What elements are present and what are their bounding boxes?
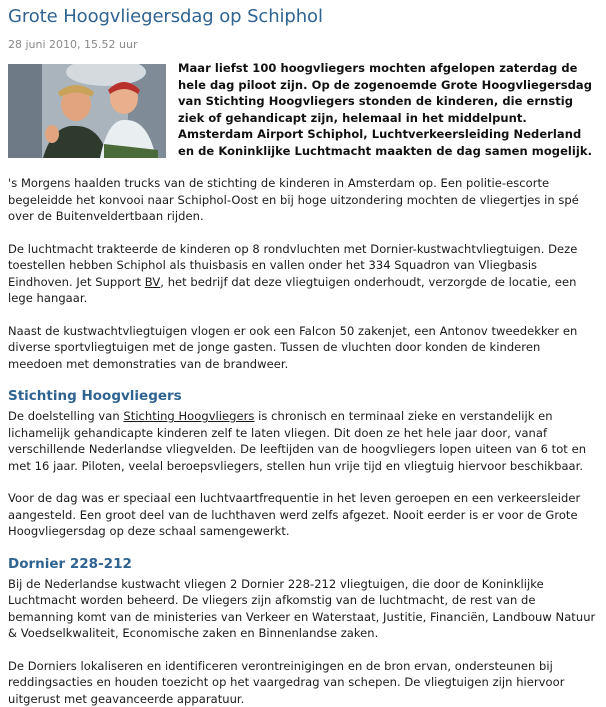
paragraph-morning: 's Morgens haalden trucks van de stichting de kinderen in Amsterdam op. Een politie-escorte begeleidde het konvooi naar Schiphol-Oost en bij hoge uitzondering mochten de vliegertjes in spé over de Buitenveldertbaan rijden.: [8, 175, 598, 225]
paragraph-air-force-text-2: , het bedrijf dat deze vliegtuigen onderhoudt, verzorgde de locatie, een lege hangaar.: [8, 275, 576, 306]
paragraph-stichting-text-1: De doelstelling van: [8, 409, 123, 423]
abbr-bv: BV: [145, 275, 161, 289]
stichting-hoogvliegers-link[interactable]: Stichting Hoogvliegers: [123, 409, 254, 423]
article-title: Grote Hoogvliegersdag op Schiphol: [8, 6, 598, 28]
paragraph-dornier-tasks: De Dorniers lokaliseren en identificeren verontreinigingen en de bron ervan, ondersteunen bij reddingsacties en houden toezicht op het vaargedrag van schepen. De vliegtuigen zijn hiervoor uitgerust met geavanceerde apparatuur.: [8, 658, 598, 707]
section-title-dornier: Dornier 228-212: [8, 556, 598, 573]
paragraph-stichting-text-2: is chronisch en terminaal zieke en verstandelijk en lichamelijk gehandicapte kinderen zelf te laten vliegen. Dit doen ze het hele jaar door, vanaf verschillende Nederlandse vliegvelden. De leeftijden van de hoogvliegers lopen uiteen van 6 tot en met 16 jaar. Piloten, veelal beroepsvliegers, stellen hun vrije tijd en vliegtuig hiervoor beschikbaar.: [8, 409, 586, 473]
paragraph-air-force: [8, 241, 598, 307]
cockpit-photo-illustration: [8, 64, 166, 158]
paragraph-stichting-goal: [8, 408, 598, 474]
lead-section: [8, 60, 598, 241]
article-date: 28 juni 2010, 15.52 uur: [8, 38, 598, 52]
lead-paragraph: Maar liefst 100 hoogvliegers mochten afgelopen zaterdag de hele dag piloot zijn. Op de zogenoemde Grote Hoogvliegersdag van Stichting Hoogvliegers stonden de kinderen, die ernstig ziek of gehandicapt zijn, helemaal in het middelpunt. Amsterdam Airport Schiphol, Luchtverkeersleiding Nederland en de Koninklijke Luchtmacht maakten de dag samen mogelijk.: [8, 60, 598, 159]
paragraph-other-aircraft: Naast de kustwachtvliegtuigen vlogen er ook een Falcon 50 zakenjet, een Antonov tweedekker en diverse sportvliegtuigen met de jonge gasten. Tussen de vluchten door konden de kinderen meedoen met demonstraties van de brandweer.: [8, 323, 598, 373]
article-photo: [8, 64, 166, 158]
section-title-stichting: Stichting Hoogvliegers: [8, 388, 598, 405]
paragraph-air-force-text-1: De luchtmacht trakteerde de kinderen op 8 rondvluchten met Dornier-kustwachtvliegtuigen. Deze toestellen hebben Schiphol als thuisbasis en vallen onder het 334 Squadron van Vliegbasis Eindhoven. Jet Support: [8, 242, 577, 289]
article: [0, 6, 606, 707]
paragraph-frequency: Voor de dag was er speciaal een luchtvaartfrequentie in het leven geroepen en een verkeersleider aangesteld. Een groot deel van de luchthaven werd zelfs afgezet. Nooit eerder is er voor de Grote Hoogvliegersdag op deze schaal samengewerkt.: [8, 490, 598, 540]
paragraph-dornier-coastguard: Bij de Nederlandse kustwacht vliegen 2 Dornier 228-212 vliegtuigen, die door de Koninklijke Luchtmacht worden beheerd. De vliegers zijn afkomstig van de luchtmacht, de rest van de bemanning komt van de ministeries van Verkeer en Waterstaat, Justitie, Financiën, Landbouw Natuur & Voedselkwaliteit, Economische zaken en Binnenlandse zaken.: [8, 576, 598, 642]
